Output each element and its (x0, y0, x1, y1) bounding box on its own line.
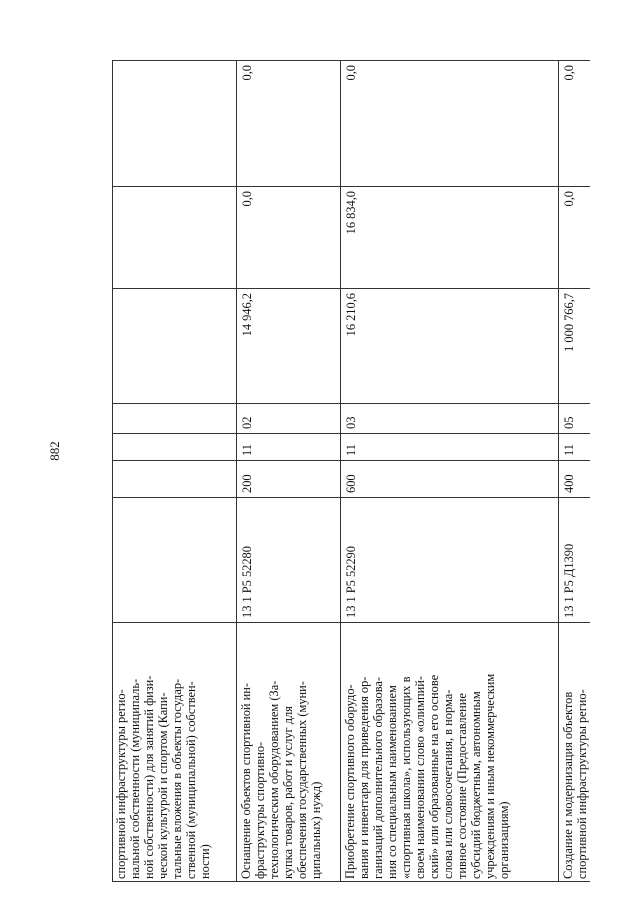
row-code: 13 1 P5 52290 (341, 497, 559, 622)
row-vr (112, 460, 237, 497)
row-pr: 03 (341, 403, 559, 433)
row-amount-3 (112, 60, 237, 186)
row-description: Приобретение спортивного оборудо- вания и инвентаря для приведения ор- ганизаций дополнительного образова- ния со специальным наименованием «спортивная школа», использующих в своем наименовании слово «олимпий- ский» или образованные на его основе слова или словосочетания, в норма- тивное состояние (Предоставление субсидий бюджетным, автономным учреждениям и иным некоммерческим организациям) (341, 622, 559, 882)
row-amount-2: 0,0 (237, 186, 341, 288)
row-pr (112, 403, 237, 433)
row-amount-3: 0,0 (559, 60, 590, 186)
row-description: Создание и модернизация объектов спортивной инфраструктуры регио- (559, 622, 590, 882)
row-amount-3: 0,0 (341, 60, 559, 186)
row-amount-1: 14 946,2 (237, 288, 341, 403)
row-rz (112, 433, 237, 460)
row-description: спортивной инфраструктуры регио- нальной собственности (муниципаль- ной собственности) для занятий физи- ческой культурой и спортом (Капи- тальные вложения в объекты государ- ственной (муниципальной) собствен- ности) (112, 622, 237, 882)
row-vr: 400 (559, 460, 590, 497)
row-amount-2 (112, 186, 237, 288)
row-amount-2: 16 834,0 (341, 186, 559, 288)
row-code (112, 497, 237, 622)
row-vr: 600 (341, 460, 559, 497)
page-number: 882 (47, 441, 62, 461)
row-pr: 02 (237, 403, 341, 433)
row-amount-1: 16 210,6 (341, 288, 559, 403)
row-description: Оснащение объектов спортивной ин- фраструктуры спортивно- технологическим оборудованием (За- купка товаров, работ и услуг для обеспечения государственных (муни- ципальных) нужд) (237, 622, 341, 882)
row-amount-1 (112, 288, 237, 403)
row-amount-3: 0,0 (237, 60, 341, 186)
row-rz: 11 (341, 433, 559, 460)
row-vr: 200 (237, 460, 341, 497)
row-code: 13 1 P5 52280 (237, 497, 341, 622)
row-rz: 11 (237, 433, 341, 460)
row-code: 13 1 P5 Д1390 (559, 497, 590, 622)
row-rz: 11 (559, 433, 590, 460)
row-amount-1: 1 000 766,7 (559, 288, 590, 403)
budget-table (112, 60, 590, 882)
row-amount-2: 0,0 (559, 186, 590, 288)
budget-table-sheet (112, 60, 590, 882)
row-pr: 05 (559, 403, 590, 433)
